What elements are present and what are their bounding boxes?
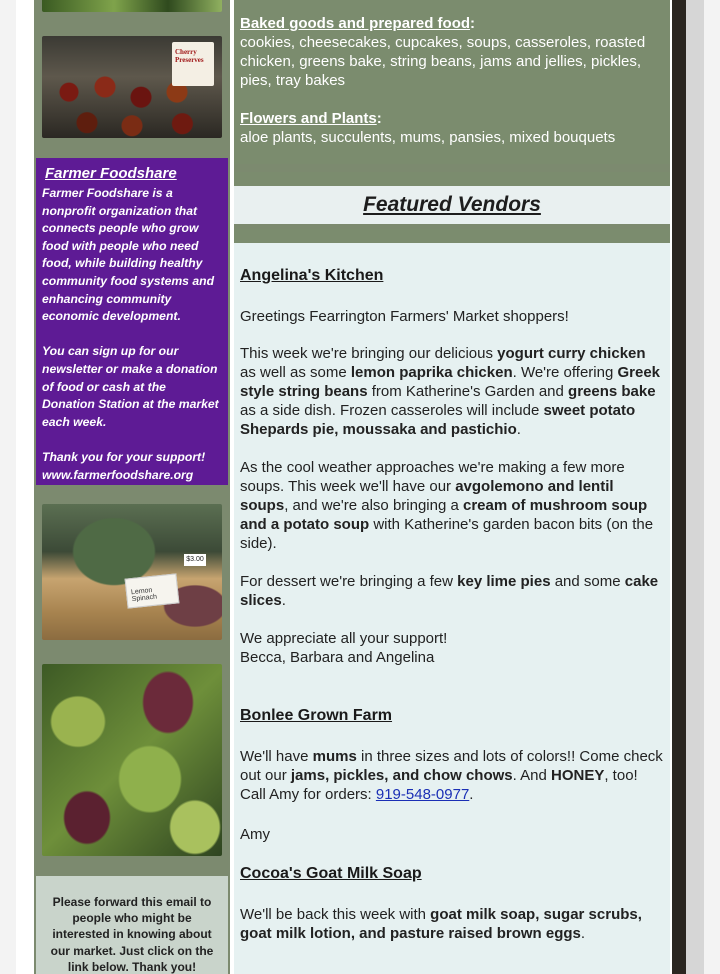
bonlee-signoff: Amy [240, 826, 270, 843]
farmer-foodshare-box [36, 158, 228, 485]
basket-tag: Lemon Spinach [125, 573, 180, 608]
greens-image [42, 0, 222, 12]
spinach-photo [36, 500, 228, 644]
baked-goods-heading: Baked goods and prepared food: [240, 15, 476, 32]
cocoa-paragraph: We'll be back this week with goat milk soap, sugar scrubs, goat milk lotion, and pasture raised brown eggs. [240, 906, 642, 942]
farmer-foodshare-title[interactable]: Farmer Foodshare [45, 165, 177, 182]
newsletter-page [16, 0, 672, 974]
mixed-greens-image [42, 664, 222, 856]
mixed-greens-photo [36, 660, 228, 860]
vendor-greeting: Greetings Fearrington Farmers' Market shoppers! [240, 308, 569, 325]
spinach-basket-image [42, 504, 222, 640]
angelina-signoff: Becca, Barbara and Angelina [240, 649, 435, 666]
thanks-line: Thank you for your support! [42, 449, 206, 464]
forward-email-text: Please forward this email to people who might be interested in knowing about our market. Just click on the link below. Thank you! [50, 895, 214, 974]
price-tag: $3.00 [184, 554, 206, 566]
angelina-dessert-paragraph: For dessert we're bringing a few key lime pies and some cake slices. [240, 573, 659, 609]
right-frame [704, 0, 720, 974]
angelina-thanks: We appreciate all your support! [240, 630, 448, 647]
flowers-items: aloe plants, succulents, mums, pansies, mixed bouquets [240, 129, 616, 146]
right-border-dark [672, 0, 686, 974]
greens-photo-top [36, 0, 228, 16]
vendor-listings [234, 243, 670, 974]
sidebar [34, 0, 230, 974]
right-border-light [686, 0, 704, 974]
divider-band [234, 172, 670, 186]
vendor-name-angelinas-kitchen: Angelina's Kitchen [240, 267, 384, 284]
bonlee-paragraph: We'll have mums in three sizes and lots of colors!! Come check out our jams, pickles, and chow chows. And HONEY, too! Call Amy for orders: 919-548-0977. [240, 748, 663, 803]
main-column [234, 0, 670, 974]
market-offerings [234, 0, 670, 164]
angelina-soups-paragraph: As the cool weather approaches we're making a few more soups. This week we'll have our avgolemono and lentil soups, and we're also bringing a cream of mushroom soup and a potato soup with Katherine's garden bacon bits (on the side). [240, 459, 654, 552]
featured-vendors-banner [234, 186, 670, 224]
baked-goods-items: cookies, cheesecakes, cupcakes, soups, casseroles, roasted chicken, greens bake, string beans, jams and jellies, pickles, pies, tray bakes [240, 34, 646, 89]
farmer-foodshare-description: Farmer Foodshare is a nonprofit organization that connects people who grow food with people who need food, while building healthy community food systems and enhancing community economic development. [42, 186, 215, 324]
foodshare-website-link[interactable]: www.farmerfoodshare.org [42, 467, 194, 482]
vendor-name-cocoas-goat-milk-soap: Cocoa's Goat Milk Soap [240, 865, 422, 882]
flowers-heading: Flowers and Plants: [240, 110, 382, 127]
farmer-foodshare-thanks [42, 449, 222, 484]
preserves-image [42, 36, 222, 138]
phone-link[interactable]: 919-548-0977 [375, 786, 470, 803]
farmer-foodshare-donation: You can sign up for our newsletter or make a donation of food or cash at the Donation Station at the market each week. [42, 344, 219, 429]
preserves-photo [36, 32, 228, 142]
vendor-name-bonlee-grown-farm: Bonlee Grown Farm [240, 707, 393, 724]
forward-email-box [36, 876, 228, 974]
divider-band [234, 229, 670, 243]
angelina-menu-paragraph: This week we're bringing our delicious yogurt curry chicken as well as some lemon paprika chicken. We're offering Greek style string beans from Katherine's Garden and greens bake as a side dish. Frozen casseroles will include sweet potato Shepards pie, moussaka and pastichio. [240, 345, 661, 438]
featured-vendors-title: Featured Vendors [363, 193, 541, 216]
jar-sign: Cherry Preserves [172, 42, 214, 86]
left-frame [0, 0, 16, 974]
